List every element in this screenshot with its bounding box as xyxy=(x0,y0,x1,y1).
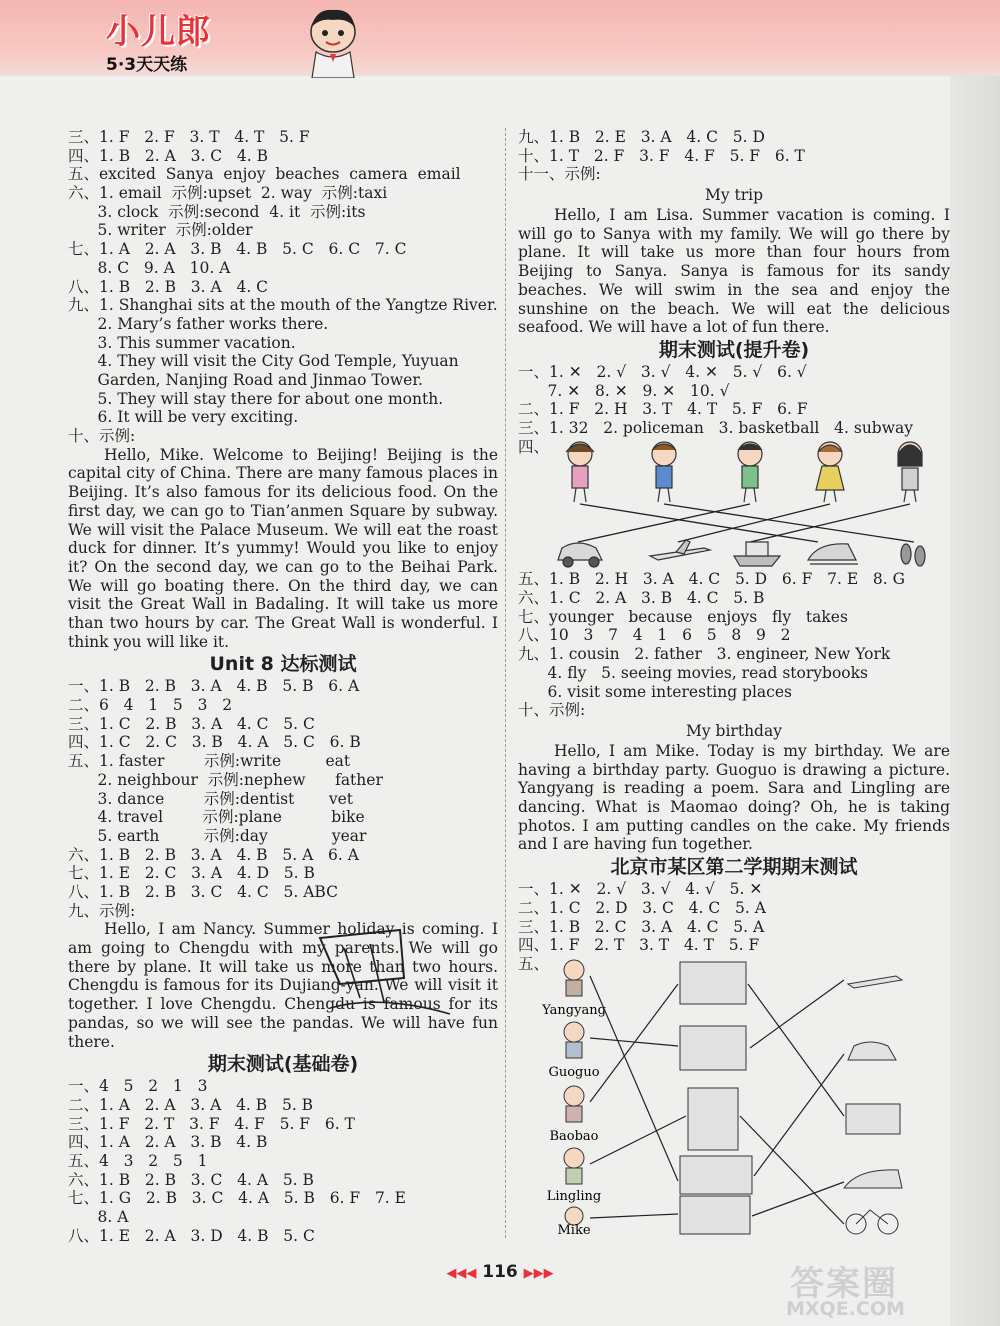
answer-line: 五、1. faster 示例:write eat xyxy=(68,752,351,771)
answer-line: 九、1. B 2. E 3. A 4. C 5. D xyxy=(518,128,765,146)
page-number-text: 116 xyxy=(482,1262,518,1282)
airplane-icon xyxy=(650,540,710,560)
answer-line: 7. ✕ 8. ✕ 9. ✕ 10. √ xyxy=(518,381,730,400)
answer-line: 十、示例: xyxy=(518,701,586,720)
answer-line: 七、younger because enjoys fly takes xyxy=(518,607,848,626)
answer-line: 4. fly 5. seeing movies, read storybooks xyxy=(518,663,868,682)
answer-line: 五、1. B 2. H 3. A 4. C 5. D 6. F 7. E 8. G xyxy=(518,570,906,589)
essay-title-my-trip: My trip xyxy=(704,186,764,205)
section-heading-district-final: 北京市某区第二学期期末测试 xyxy=(610,856,858,879)
answer-line: 8. A xyxy=(68,1208,129,1227)
mountain-picture-icon xyxy=(680,1196,750,1234)
answer-line: 八、1. E 2. A 3. D 4. B 5. C xyxy=(68,1226,315,1245)
answer-line: 3. clock 示例:second 4. it 示例:its xyxy=(68,202,366,221)
header-band xyxy=(0,0,1000,76)
page-number xyxy=(430,1262,570,1282)
page-edge-strip xyxy=(950,76,1000,1326)
answer-line: 八、1. B 2. B 3. C 4. C 5. ABC xyxy=(68,882,338,901)
answer-line: 3. This summer vacation. xyxy=(68,333,296,352)
answer-line: 七、1. E 2. C 3. A 4. D 5. B xyxy=(68,864,315,883)
answer-line: 四、1. A 2. A 3. B 4. B xyxy=(68,1133,268,1152)
answer-line: 6. visit some interesting places xyxy=(518,682,792,701)
watermark-url: MXQE.COM xyxy=(786,1298,905,1320)
answer-line: 三、1. F 2. T 3. F 4. F 5. F 6. T xyxy=(68,1114,355,1133)
answer-line: 九、1. cousin 2. father 3. engineer, New York xyxy=(518,645,891,664)
answer-line: 4. travel 示例:plane bike xyxy=(68,808,365,827)
building-picture-icon xyxy=(680,1026,746,1070)
sample-essay-chengdu: Hello, I am Nancy. Summer holiday is coming. I am going to Chengdu with my parents. We will go there by plane. It will take us more than two hours. Chengdu is famous for its Dujiang-yan. We will visit it together. I love Chengdu. Chengdu is famous for its pandas, so we will see the pandas. We will have fun there. xyxy=(68,920,498,1051)
watermark xyxy=(770,1256,960,1326)
answer-line: 十一、示例: xyxy=(518,165,601,184)
brand-name: 小儿郎 xyxy=(106,12,211,52)
right-column xyxy=(518,128,950,1236)
kid-baobao-icon xyxy=(564,1086,584,1122)
answer-line: 十、1. T 2. F 3. F 4. F 5. F 6. T xyxy=(518,146,805,165)
next-arrows-icon: ▶▶▶ xyxy=(523,1266,554,1281)
girl-ponytail-icon xyxy=(738,442,762,502)
answer-line: 五、 xyxy=(518,954,550,973)
answer-line: 5. They will stay there for about one month. xyxy=(68,389,444,408)
answer-line: 4. They will visit the City God Temple, Yuyuan xyxy=(68,352,459,371)
left-column xyxy=(68,128,498,1245)
train-picture-icon xyxy=(844,1169,902,1187)
girl-dress-icon xyxy=(816,442,844,502)
answer-line: 一、1. ✕ 2. √ 3. √ 4. ✕ 5. √ 6. √ xyxy=(518,362,807,381)
answer-line: 七、1. G 2. B 3. C 4. A 5. B 6. F 7. E xyxy=(68,1189,406,1208)
kid-guoguo-icon xyxy=(564,1022,584,1058)
series-name: 5·3天天练 xyxy=(106,55,188,75)
bicycle-picture-icon xyxy=(846,1210,898,1234)
answer-line: 九、1. Shanghai sits at the mouth of the Yangtze River. xyxy=(68,296,498,315)
answer-line: 5. earth 示例:day year xyxy=(68,826,367,845)
matching-figure-places xyxy=(518,956,950,1236)
sample-essay-beijing: Hello, Mike. Welcome to Beijing! Beijing is the capital city of China. There are many famous places in Beijing. It’s also famous for its delicious food. On the first day, we can go to Tian’anmen Square by subway. We will visit the Palace Museum. We will eat the roast duck for dinner. It’s yummy! Would you like to enjoy it? On the second day, we can go to the Beihai Park. We will go boating there. On the third day, we can visit the Great Wall in Badaling. It will take us more than two hours by car. The Great Wall is wonderful. I think you will like it. xyxy=(68,445,498,651)
kid-name-lingling: Lingling xyxy=(546,1188,602,1204)
bus-picture-icon xyxy=(846,1104,900,1134)
answer-line: 8. C 9. A 10. A xyxy=(68,258,231,277)
train-icon xyxy=(808,544,858,564)
ship-icon xyxy=(734,542,780,566)
answer-line: 一、1. B 2. B 3. A 4. B 5. B 6. A xyxy=(68,677,360,696)
answer-line: 四、1. C 2. C 3. B 4. A 5. C 6. B xyxy=(68,733,361,752)
prev-arrows-icon: ◀◀◀ xyxy=(446,1266,477,1281)
kid-name-guoguo: Guoguo xyxy=(548,1064,600,1080)
answer-line: 三、1. C 2. B 3. A 4. C 5. C xyxy=(68,714,315,733)
kids-column xyxy=(541,960,606,1236)
answers-block-r1 xyxy=(518,128,950,184)
kid-yangyang-icon xyxy=(564,960,584,996)
kid-name-mike: Mike xyxy=(557,1222,591,1236)
people-row xyxy=(566,442,922,502)
answers-block-2 xyxy=(68,677,498,920)
answers-block-r3 xyxy=(518,570,950,720)
answer-line: 一、1. ✕ 2. √ 3. √ 4. √ 5. ✕ xyxy=(518,880,763,899)
answer-line: 八、10 3 7 4 1 6 5 8 9 2 xyxy=(518,626,791,645)
section-heading-final-basic: 期末测试(基础卷) xyxy=(207,1053,359,1076)
sample-essay-my-trip: Hello, I am Lisa. Summer vacation is coming. I will go to Sanya with my family. We will go there by plane. It will take us more than four hours from Beijing to Sanya. Sanya is famous for its sandy beaches. We will swim in the sea and enjoy the sunshine on the beach. We will eat the delicious seafood. We will have a lot of fun there. xyxy=(518,206,950,337)
girl-curly-icon xyxy=(566,442,594,502)
car-picture-icon xyxy=(848,1042,896,1060)
answer-line: 五、4 3 2 5 1 xyxy=(68,1152,208,1171)
answer-line: 6. It will be very exciting. xyxy=(68,408,299,427)
answer-line: 2. neighbour 示例:nephew father xyxy=(68,770,383,789)
mascot-boy-icon xyxy=(302,6,364,78)
woman-icon xyxy=(898,442,922,502)
answer-line: 五、excited Sanya enjoy beaches camera email xyxy=(68,165,461,184)
answer-line: 四、 xyxy=(518,437,550,456)
kid-name-yangyang: Yangyang xyxy=(542,1002,606,1018)
answer-line: 二、1. C 2. D 3. C 4. C 5. A xyxy=(518,898,766,917)
kid-lingling-icon xyxy=(564,1148,584,1184)
plane-picture-icon xyxy=(848,976,902,988)
statue-picture-icon xyxy=(688,1088,738,1150)
watermark-title: 答案圈 xyxy=(790,1264,898,1304)
answer-line: 四、1. B 2. A 3. C 4. B xyxy=(68,146,269,165)
matching-figure-transport xyxy=(518,438,950,570)
answer-line: 三、1. 32 2. policeman 3. basketball 4. subway xyxy=(518,419,913,438)
answer-line: 二、1. F 2. H 3. T 4. T 5. F 6. F xyxy=(518,400,808,419)
answer-line: 一、4 5 2 1 3 xyxy=(68,1077,208,1096)
answer-line: 七、1. A 2. A 3. B 4. B 5. C 6. C 7. C xyxy=(68,240,407,259)
boy-icon xyxy=(652,442,676,502)
answer-line: 二、1. A 2. A 3. A 4. B 5. B xyxy=(68,1095,314,1114)
car-icon xyxy=(558,543,602,567)
answer-line: Garden, Nanjing Road and Jinmao Tower. xyxy=(68,370,423,389)
museum-picture-icon xyxy=(680,1156,752,1194)
answer-line: 3. dance 示例:dentist vet xyxy=(68,789,354,808)
essay-title-my-birthday: My birthday xyxy=(686,721,782,740)
answer-line: 二、6 4 1 5 3 2 xyxy=(68,696,233,715)
sample-essay-my-birthday: Hello, I am Mike. Today is my birthday. We are having a birthday party. Guoguo is drawing a picture. Yangyang is reading a poem. Sara and Lingling are dancing. What is Maomao doing? Oh, he is taking photos. I am putting candles on the cake. My friends and I are having fun together. xyxy=(518,741,950,854)
answers-block-3 xyxy=(68,1077,498,1245)
answer-line: 2. Mary’s father works there. xyxy=(68,314,329,333)
answer-line: 三、1. F 2. F 3. T 4. T 5. F xyxy=(68,128,310,146)
section-heading-final-advanced: 期末测试(提升卷) xyxy=(658,338,810,361)
answer-line: 八、1. B 2. B 3. A 4. C xyxy=(68,277,269,296)
answer-line: 六、1. B 2. B 3. A 4. B 5. A 6. A xyxy=(68,845,359,864)
transport-column xyxy=(844,976,902,1234)
answer-line: 5. writer 示例:older xyxy=(68,221,253,240)
kid-name-baobao: Baobao xyxy=(549,1128,599,1144)
vehicles-row xyxy=(558,540,925,567)
footprints-icon xyxy=(901,544,925,566)
beach-picture-icon xyxy=(680,962,746,1004)
answer-line: 九、示例: xyxy=(68,901,136,920)
column-divider xyxy=(505,128,506,1238)
answer-line: 三、1. B 2. C 3. A 4. C 5. A xyxy=(518,917,765,936)
match-lines xyxy=(578,504,914,542)
section-heading-unit8: Unit 8 达标测试 xyxy=(209,653,357,676)
answer-line: 六、1. B 2. B 3. C 4. A 5. B xyxy=(68,1170,314,1189)
brand-logo xyxy=(96,4,276,74)
answers-block-1 xyxy=(68,128,498,446)
answer-line: 六、1. email 示例:upset 2. way 示例:taxi xyxy=(68,184,388,203)
handwritten-scribble xyxy=(300,918,470,1028)
answer-line: 六、1. C 2. A 3. B 4. C 5. B xyxy=(518,589,765,608)
answer-line: 十、示例: xyxy=(68,427,136,445)
answer-line: 四、1. F 2. T 3. T 4. T 5. F xyxy=(518,936,760,955)
places-column xyxy=(680,962,752,1234)
